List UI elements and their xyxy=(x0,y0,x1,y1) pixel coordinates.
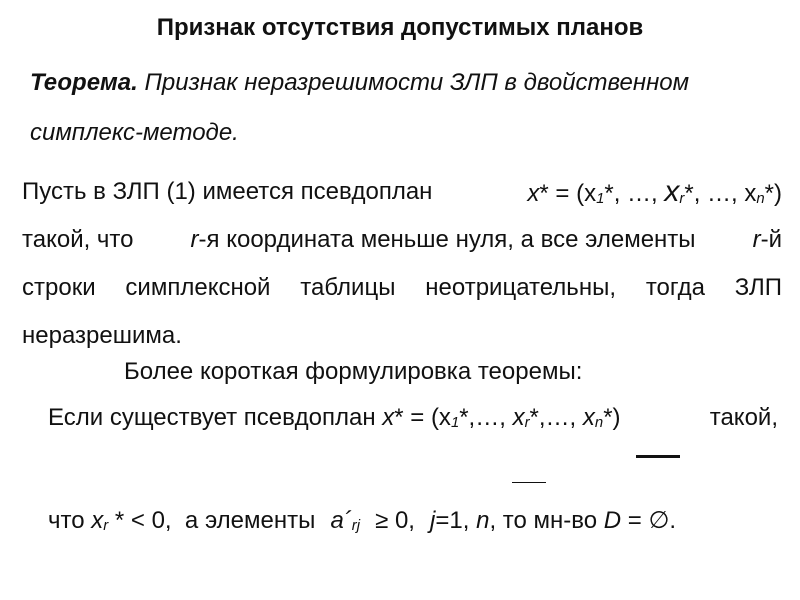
paragraph-line-2 xyxy=(22,216,782,264)
var-D: D xyxy=(603,507,622,534)
text-segment: *, …, xyxy=(604,180,658,207)
text-segment: *,…, xyxy=(529,404,577,431)
text-segment: что xyxy=(48,507,85,534)
short-statement-line-1 xyxy=(48,404,778,432)
theorem-paragraph xyxy=(22,168,782,360)
overline-mark xyxy=(636,455,680,458)
text-segment: -й xyxy=(760,226,782,253)
var-x: x xyxy=(527,180,540,207)
var-x: x xyxy=(582,404,595,431)
slide-title: Признак отсутствия допустимых планов xyxy=(156,14,644,41)
text-segment: такой, что xyxy=(22,226,134,253)
short-statement-line-2 xyxy=(48,506,676,535)
text-segment: неразрешима. xyxy=(22,322,182,349)
text-segment: Пусть в ЗЛП (1) имеется псевдоплан xyxy=(22,178,433,205)
text-segment: *) xyxy=(603,404,621,431)
paragraph-line-3 xyxy=(22,264,782,312)
text-segment: ≥ 0, xyxy=(375,507,415,534)
var-x-large: x xyxy=(664,175,680,208)
text-segment: строки симплексной таблицы неотрицательны, тогда ЗЛП xyxy=(22,274,782,301)
text-segment: * < 0, а элементы xyxy=(114,507,316,534)
var-x: x xyxy=(382,404,395,431)
subscript: n xyxy=(594,415,604,432)
text-segment: *,…, xyxy=(459,404,506,431)
text-segment: * = (x xyxy=(539,180,597,207)
pseudoplan-formula xyxy=(527,168,782,216)
var-r: r xyxy=(190,226,199,253)
paragraph-line-4 xyxy=(22,312,782,360)
subscript: 1 xyxy=(596,191,605,208)
subscript: r xyxy=(103,518,109,535)
subscript: r xyxy=(679,191,685,208)
subscript: n xyxy=(756,191,765,208)
subscript: rj xyxy=(351,518,361,535)
var-n: n xyxy=(476,507,490,534)
text-segment: *, …, x xyxy=(684,180,757,207)
text-segment: -я координата меньше нуля, а все элементы xyxy=(198,226,696,253)
text-segment: Если существует псевдоплан xyxy=(48,404,376,431)
theorem-label: Теорема. xyxy=(30,69,138,96)
subscript: r xyxy=(524,415,530,432)
overline-mark-small xyxy=(512,482,546,483)
text-segment: такой, xyxy=(709,404,778,431)
var-x: x xyxy=(91,507,104,534)
text-segment: * = (x xyxy=(394,404,451,431)
text-segment: = ∅. xyxy=(627,507,677,534)
text-segment: *) xyxy=(764,180,782,207)
text-segment: , то мн-во xyxy=(489,507,598,534)
var-r: r xyxy=(752,226,761,253)
theorem-statement xyxy=(30,58,770,158)
theorem-text: Признак неразрешимости ЗЛП в двойственном симплекс-методе. xyxy=(30,69,690,146)
var-j: j xyxy=(430,507,436,534)
var-a-prime: a´ xyxy=(330,507,352,534)
subscript: 1 xyxy=(450,415,460,432)
paragraph-line-1 xyxy=(22,168,782,216)
short-formulation-heading: Более короткая формулировка теоремы: xyxy=(124,358,583,385)
var-x: x xyxy=(512,404,525,431)
text-segment: =1, xyxy=(435,507,470,534)
